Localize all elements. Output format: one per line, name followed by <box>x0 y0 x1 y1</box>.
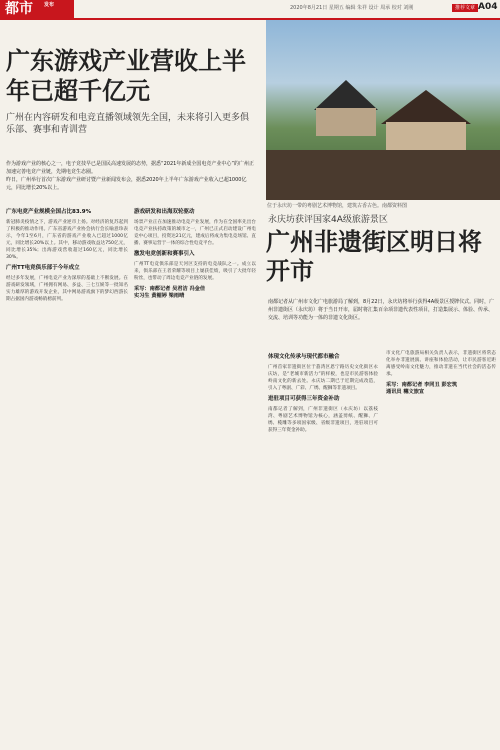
building-wall <box>316 108 376 136</box>
section-title: 广东电竞产业规模全国占比83.9% <box>6 209 92 215</box>
byline: 采写：南都记者 吴君洁 冯金佳 实习生 黄楣婷 梁雨晴 <box>134 286 206 299</box>
section-title: 进驻项目可获得三年资金补助 <box>268 396 340 402</box>
body-text: 南都记者了解到，广州非遗街区（永庆坊）以荔枝湾、粤剧艺术博物馆为核心，涵盖剪纸、醒狮、广绣、榄雕等多项国家级、省级非遗项目，进驻项目可获得三年资金补助。 <box>268 407 378 433</box>
section-brand <box>0 0 74 18</box>
main-subhead: 广州在内容研发和电竞直播领域领先全国，未来将引入更多俱乐部、赛事和青训营 <box>6 113 250 135</box>
left-column-2 <box>134 205 256 745</box>
body-text: 经过多年发展，广州电竞产业为深厚的基础上不断发展。在游戏研发领域，广州拥有网易、多益、三七互娱等一批知名实力雄厚的游戏开发企业，其中网易游戏旗下的梦幻西游长期占据国内游戏畅销榜前列。 <box>6 276 128 302</box>
lead-paragraph-2: 昨日，广州举行首次广东游戏产业研讨暨产业新闻发布会，据悉2020年上半年广东游戏产业收入已超1000亿元，同比增长20%以上。 <box>6 177 247 191</box>
page-header <box>0 0 500 18</box>
museum-photo <box>266 20 500 200</box>
body-text: 市文化广电旅游局相关负责人表示，非遗街区将常态化举办非遗展演、讲座和体验活动，让市民游客近距离感受岭南文化魅力，推动非遗在当代社会的活态传承。 <box>386 351 496 377</box>
body-text: 广州TT电竞俱乐部是天河区支持的电竞战队之一。成立以来，俱乐部在王者荣耀等项目上屡获佳绩，吸引了大批年轻粉丝，也带动了周边电竞产业链的发展。 <box>134 262 256 281</box>
photo-caption: 位于永庆坊一带的粤剧艺术博物馆，建筑古香古色。南都资料图 <box>267 203 408 209</box>
right-column-1 <box>268 350 378 745</box>
building-wall <box>386 122 466 152</box>
right-headline: 广州非遗街区明日将开市 <box>266 228 482 285</box>
section-title: 体现文化传承与现代都市融合 <box>268 354 340 360</box>
lead-paragraph: 作为游戏产业的核心之一，电子竞技早已是国民高速发展的态势，据悉“2021年新成全国电竞产业中心”的广州正加速完善电竞产业链，先期电竞生态圈。 <box>6 161 254 175</box>
issue-meta: 2020年8月21日 星期五 编辑 朱祥 设计 周承 校对 刘刚 <box>290 5 414 11</box>
right-column-2 <box>386 350 496 745</box>
building-roof <box>306 80 386 110</box>
recommend-tag: 推荐文章 <box>452 4 478 12</box>
brand-main: 都市 <box>5 1 33 17</box>
section-title: 游戏研发和出海双轮驱动 <box>134 209 195 215</box>
section-title: 广州TT电竞俱乐部于今年成立 <box>6 265 80 271</box>
brand-small: 发布 <box>44 2 55 8</box>
body-text: 广州首家非遗街区位于荔湾区恩宁路历史文化街区永庆坊，是“老城市新活力”的样板，也是市民游客体验岭南文化的新去处。永庆坊二期已于近期完成改造，引入了粤剧、广彩、广绣、醒狮等非遗项目。 <box>268 365 378 391</box>
right-lead: 南都记者从广州市文化广电旅游局了解到，8月22日，永庆坊将举行获得4A级景区授牌仪式。同时，广州非遗街区（永庆坊）将于当日开市，届时将汇集百余项非遗代表性项目，打造集展示、体验、传承、交流、培训等功能为一体的非遗文化街区。 <box>268 299 495 321</box>
ground <box>266 150 500 200</box>
byline: 采写：南都记者 李同丑 彭宏筑 通讯员 穗文旅宣 <box>386 382 458 395</box>
main-headline: 广东游戏产业营收上半年已超千亿元 <box>6 47 246 105</box>
right-kicker: 永庆坊获评国家4A级旅游景区 <box>268 215 388 225</box>
body-text: 新冠肺炎疫情之下，游戏产业逆市上扬。对经济的复苏起到了积极的推动作用。广东省游戏产业协会执行会长喻意珍表示，今年1至6月，广东省的游戏产业收入已超过1000亿元，同比增长20%以上。其中，移动游戏收益达750亿元，同比增长35%；出海游戏营收超过160亿元，同比增长30%。 <box>6 220 128 260</box>
left-column-1 <box>6 205 128 745</box>
section-title: 激发电竞创新和赛事引入 <box>134 251 195 257</box>
building-roof <box>376 90 476 124</box>
body-text: 场景产业正在加速推动电竞产业发展，作为在全国率先出台电竞产业扶持政策的城市之一，广州已正式启动建设广州电竞中心项目，投资达21亿元，建成后将成为集电竞场馆、直播、赛事运营于一体的综合性电竞平台。 <box>134 220 256 246</box>
page-number: A04 <box>478 2 498 12</box>
main-lead <box>6 160 256 192</box>
